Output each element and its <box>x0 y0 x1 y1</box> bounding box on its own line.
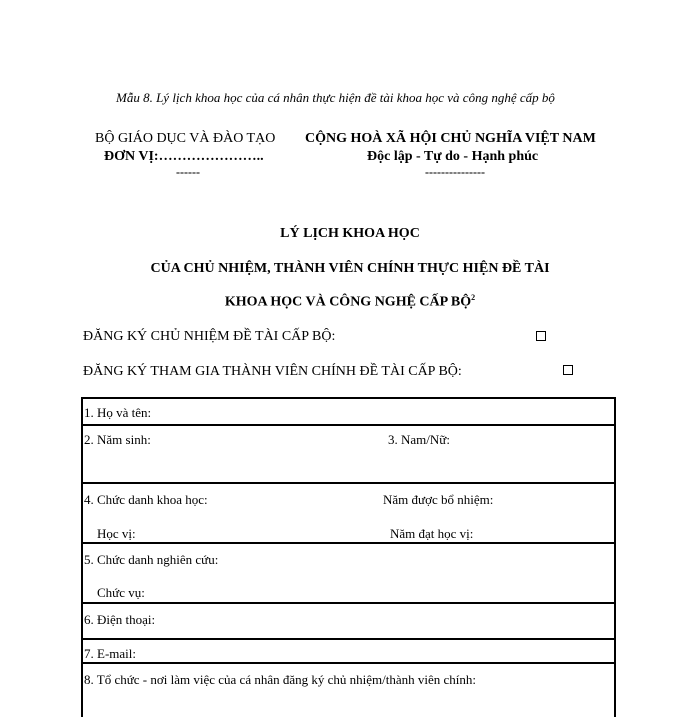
form-caption: Mẫu 8. Lý lịch khoa học của cá nhân thực hiện đề tài khoa học và công nghệ cấp bộ <box>116 90 555 105</box>
register-member-label: ĐĂNG KÝ THAM GIA THÀNH VIÊN CHÍNH ĐỀ TÀI CẤP BỘ: <box>83 364 462 379</box>
field-appointed-year[interactable]: Năm được bổ nhiệm: <box>383 492 494 507</box>
document-title: LÝ LỊCH KHOA HỌC <box>280 226 420 241</box>
unit-line: ĐƠN VỊ:………………….. <box>104 149 264 164</box>
register-leader-checkbox[interactable] <box>536 331 546 341</box>
field-gender[interactable]: 3. Nam/Nữ: <box>388 432 450 447</box>
footnote-marker: 2 <box>471 293 476 302</box>
national-motto: Độc lập - Tự do - Hạnh phúc <box>367 149 539 164</box>
motto-divider: --------------- <box>425 165 485 179</box>
field-birth-year[interactable]: 2. Năm sinh: <box>84 432 151 447</box>
field-organization[interactable]: 8. Tổ chức - nơi làm việc của cá nhân đăng ký chủ nhiệm/thành viên chính: <box>84 672 477 687</box>
field-phone[interactable]: 6. Điện thoại: <box>84 612 156 627</box>
field-email[interactable]: 7. E-mail: <box>84 646 136 661</box>
ministry-name: BỘ GIÁO DỤC VÀ ĐÀO TẠO <box>95 131 276 146</box>
register-leader-label: ĐĂNG KÝ CHỦ NHIỆM ĐỀ TÀI CẤP BỘ: <box>83 329 336 344</box>
field-name[interactable]: 1. Họ và tên: <box>84 405 152 420</box>
unit-divider: ------ <box>176 165 200 179</box>
document-subtitle-1: CỦA CHỦ NHIỆM, THÀNH VIÊN CHÍNH THỰC HIỆN ĐỀ TÀI <box>150 261 550 276</box>
register-member-checkbox[interactable] <box>563 365 573 375</box>
row-divider <box>81 424 616 426</box>
document-subtitle-2 <box>0 293 700 311</box>
row-divider <box>81 662 616 664</box>
row-divider <box>81 638 616 640</box>
field-academic-title[interactable]: 4. Chức danh khoa học: <box>84 492 208 507</box>
field-degree-year[interactable]: Năm đạt học vị: <box>390 526 474 541</box>
row-divider <box>81 602 616 604</box>
field-research-title[interactable]: 5. Chức danh nghiên cứu: <box>84 552 219 567</box>
row-divider <box>81 542 616 544</box>
subtitle-text: KHOA HỌC VÀ CÔNG NGHỆ CẤP BỘ <box>224 294 472 310</box>
field-degree[interactable]: Học vị: <box>97 526 136 541</box>
field-position[interactable]: Chức vụ: <box>97 585 145 600</box>
row-divider <box>81 482 616 484</box>
republic-heading: CỘNG HOÀ XÃ HỘI CHỦ NGHĨA VIỆT NAM <box>305 131 596 146</box>
